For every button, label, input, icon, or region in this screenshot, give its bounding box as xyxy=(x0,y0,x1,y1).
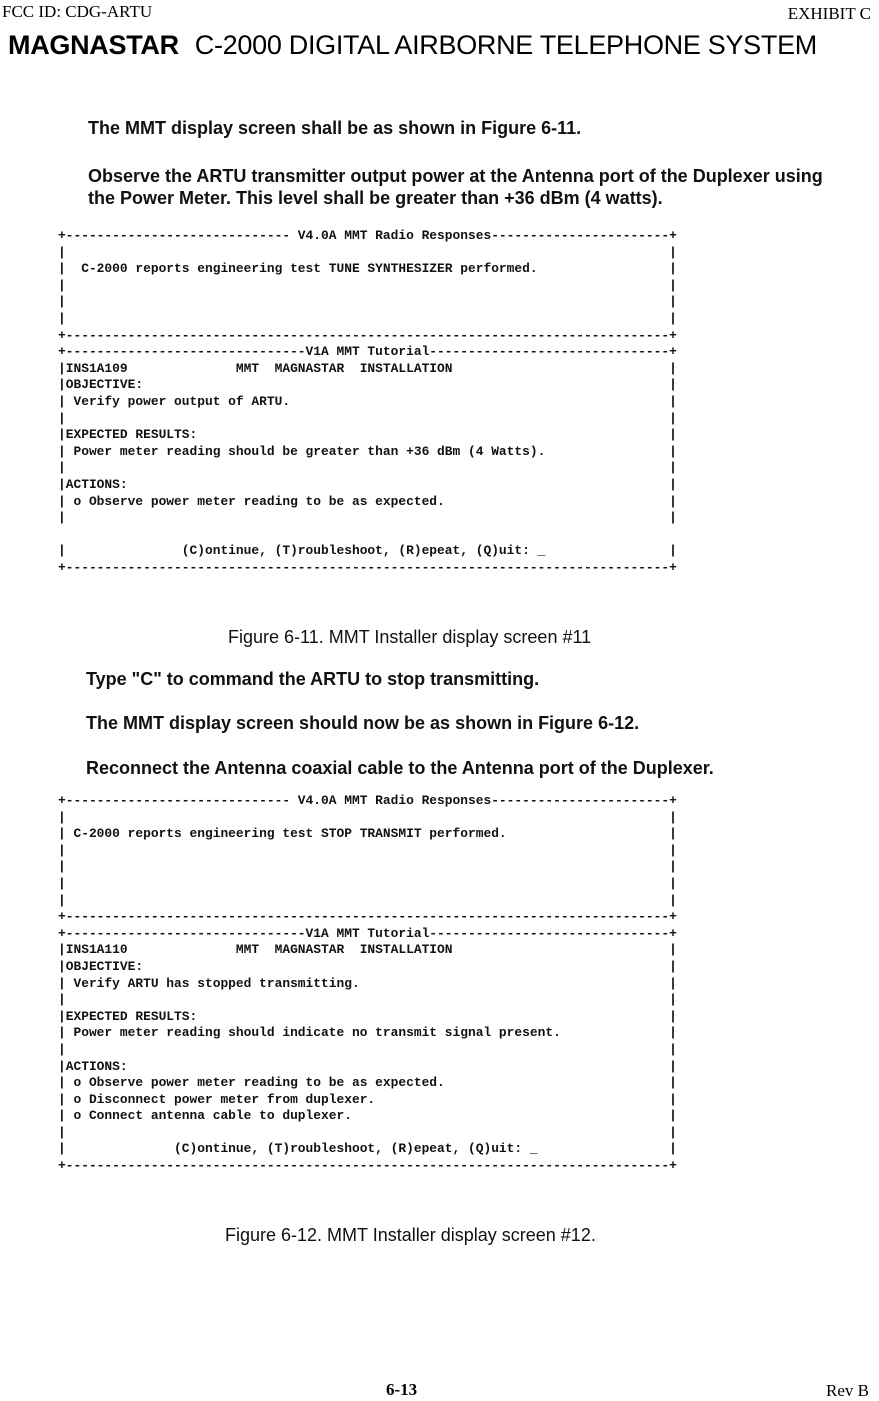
terminal-line: | C-2000 reports engineering test STOP TRANSMIT performed. | xyxy=(58,826,677,842)
terminal-line: | | xyxy=(58,460,677,476)
system-title: C-2000 DIGITAL AIRBORNE TELEPHONE SYSTEM xyxy=(194,30,817,60)
paragraph-display-screen-12: The MMT display screen should now be as shown in Figure 6-12. xyxy=(86,713,640,733)
figure-caption-6-12: Figure 6-12. MMT Installer display screen #12. xyxy=(225,1225,596,1245)
mmt-screen-11 xyxy=(58,228,677,576)
terminal-line: |OBJECTIVE: | xyxy=(58,958,677,974)
terminal-line: |EXPECTED RESULTS: | xyxy=(58,1008,677,1024)
terminal-line: +------------------------------------------------------------------------------+ xyxy=(58,1158,677,1174)
terminal-line: +------------------------------------------------------------------------------+ xyxy=(58,327,677,343)
terminal-line xyxy=(58,527,677,544)
terminal-line: +------------------------------------------------------------------------------+ xyxy=(58,909,677,925)
paragraph-type-c: Type "C" to command the ARTU to stop transmitting. xyxy=(86,669,540,689)
terminal-line: +------------------------------------------------------------------------------+ xyxy=(58,559,677,575)
document-title xyxy=(8,30,817,61)
terminal-line: |INS1A109 MMT MAGNASTAR INSTALLATION | xyxy=(58,360,677,376)
terminal-line: | | xyxy=(58,809,677,825)
fcc-id: FCC ID: CDG-ARTU xyxy=(2,2,153,21)
terminal-line: | Power meter reading should indicate no transmit signal present. | xyxy=(58,1025,677,1041)
terminal-line: +-------------------------------V1A MMT Tutorial-------------------------------+ xyxy=(58,925,677,941)
terminal-line: | (C)ontinue, (T)roubleshoot, (R)epeat, (Q)uit: _ | xyxy=(58,1141,677,1157)
page-number: 6-13 xyxy=(386,1380,418,1399)
terminal-line: +-------------------------------V1A MMT Tutorial-------------------------------+ xyxy=(58,344,677,360)
terminal-line: |ACTIONS: | xyxy=(58,476,677,492)
paragraph-observe-power: Observe the ARTU transmitter output power at the Antenna port of the Duplexer using the Power Meter. This level shall be greater than +36 dBm (4 watts). xyxy=(88,166,823,208)
terminal-line: | | xyxy=(58,842,677,858)
terminal-line: | o Connect antenna cable to duplexer. | xyxy=(58,1108,677,1124)
revision: Rev B xyxy=(826,1381,869,1400)
terminal-line: | | xyxy=(58,410,677,426)
terminal-line: | | xyxy=(58,294,677,310)
terminal-line: | Verify power output of ARTU. | xyxy=(58,393,677,409)
terminal-line: | | xyxy=(58,510,677,526)
terminal-line: |INS1A110 MMT MAGNASTAR INSTALLATION | xyxy=(58,942,677,958)
terminal-line: | | xyxy=(58,1124,677,1140)
terminal-line: |ACTIONS: | xyxy=(58,1058,677,1074)
terminal-line: | o Disconnect power meter from duplexer. | xyxy=(58,1091,677,1107)
terminal-line: | | xyxy=(58,1041,677,1057)
mmt-screen-12 xyxy=(58,793,677,1175)
terminal-line: | Power meter reading should be greater than +36 dBm (4 Watts). | xyxy=(58,443,677,459)
terminal-line: | | xyxy=(58,875,677,891)
terminal-line: +----------------------------- V4.0A MMT Radio Responses-----------------------+ xyxy=(58,228,677,243)
terminal-line: | | xyxy=(58,244,677,260)
terminal-line: | C-2000 reports engineering test TUNE SYNTHESIZER performed. | xyxy=(58,261,677,277)
terminal-line: | o Observe power meter reading to be as expected. | xyxy=(58,1075,677,1091)
terminal-line: | | xyxy=(58,859,677,875)
figure-caption-6-11: Figure 6-11. MMT Installer display screen #11 xyxy=(228,627,592,647)
brand-name: MAGNASTAR xyxy=(8,30,179,60)
terminal-line: |EXPECTED RESULTS: | xyxy=(58,427,677,443)
terminal-line: | | xyxy=(58,277,677,293)
terminal-line: | | xyxy=(58,892,677,908)
paragraph-reconnect-antenna: Reconnect the Antenna coaxial cable to the Antenna port of the Duplexer. xyxy=(86,758,714,778)
terminal-line: | | xyxy=(58,310,677,326)
terminal-line: +----------------------------- V4.0A MMT Radio Responses-----------------------+ xyxy=(58,793,677,808)
terminal-line: |OBJECTIVE: | xyxy=(58,377,677,393)
terminal-line: | | xyxy=(58,992,677,1008)
terminal-line: | o Observe power meter reading to be as expected. | xyxy=(58,493,677,509)
exhibit-label: EXHIBIT C xyxy=(787,4,871,23)
terminal-line: | (C)ontinue, (T)roubleshoot, (R)epeat, (Q)uit: _ | xyxy=(58,543,677,559)
terminal-line: | Verify ARTU has stopped transmitting. | xyxy=(58,975,677,991)
paragraph-display-screen-11: The MMT display screen shall be as shown in Figure 6-11. xyxy=(88,118,582,138)
